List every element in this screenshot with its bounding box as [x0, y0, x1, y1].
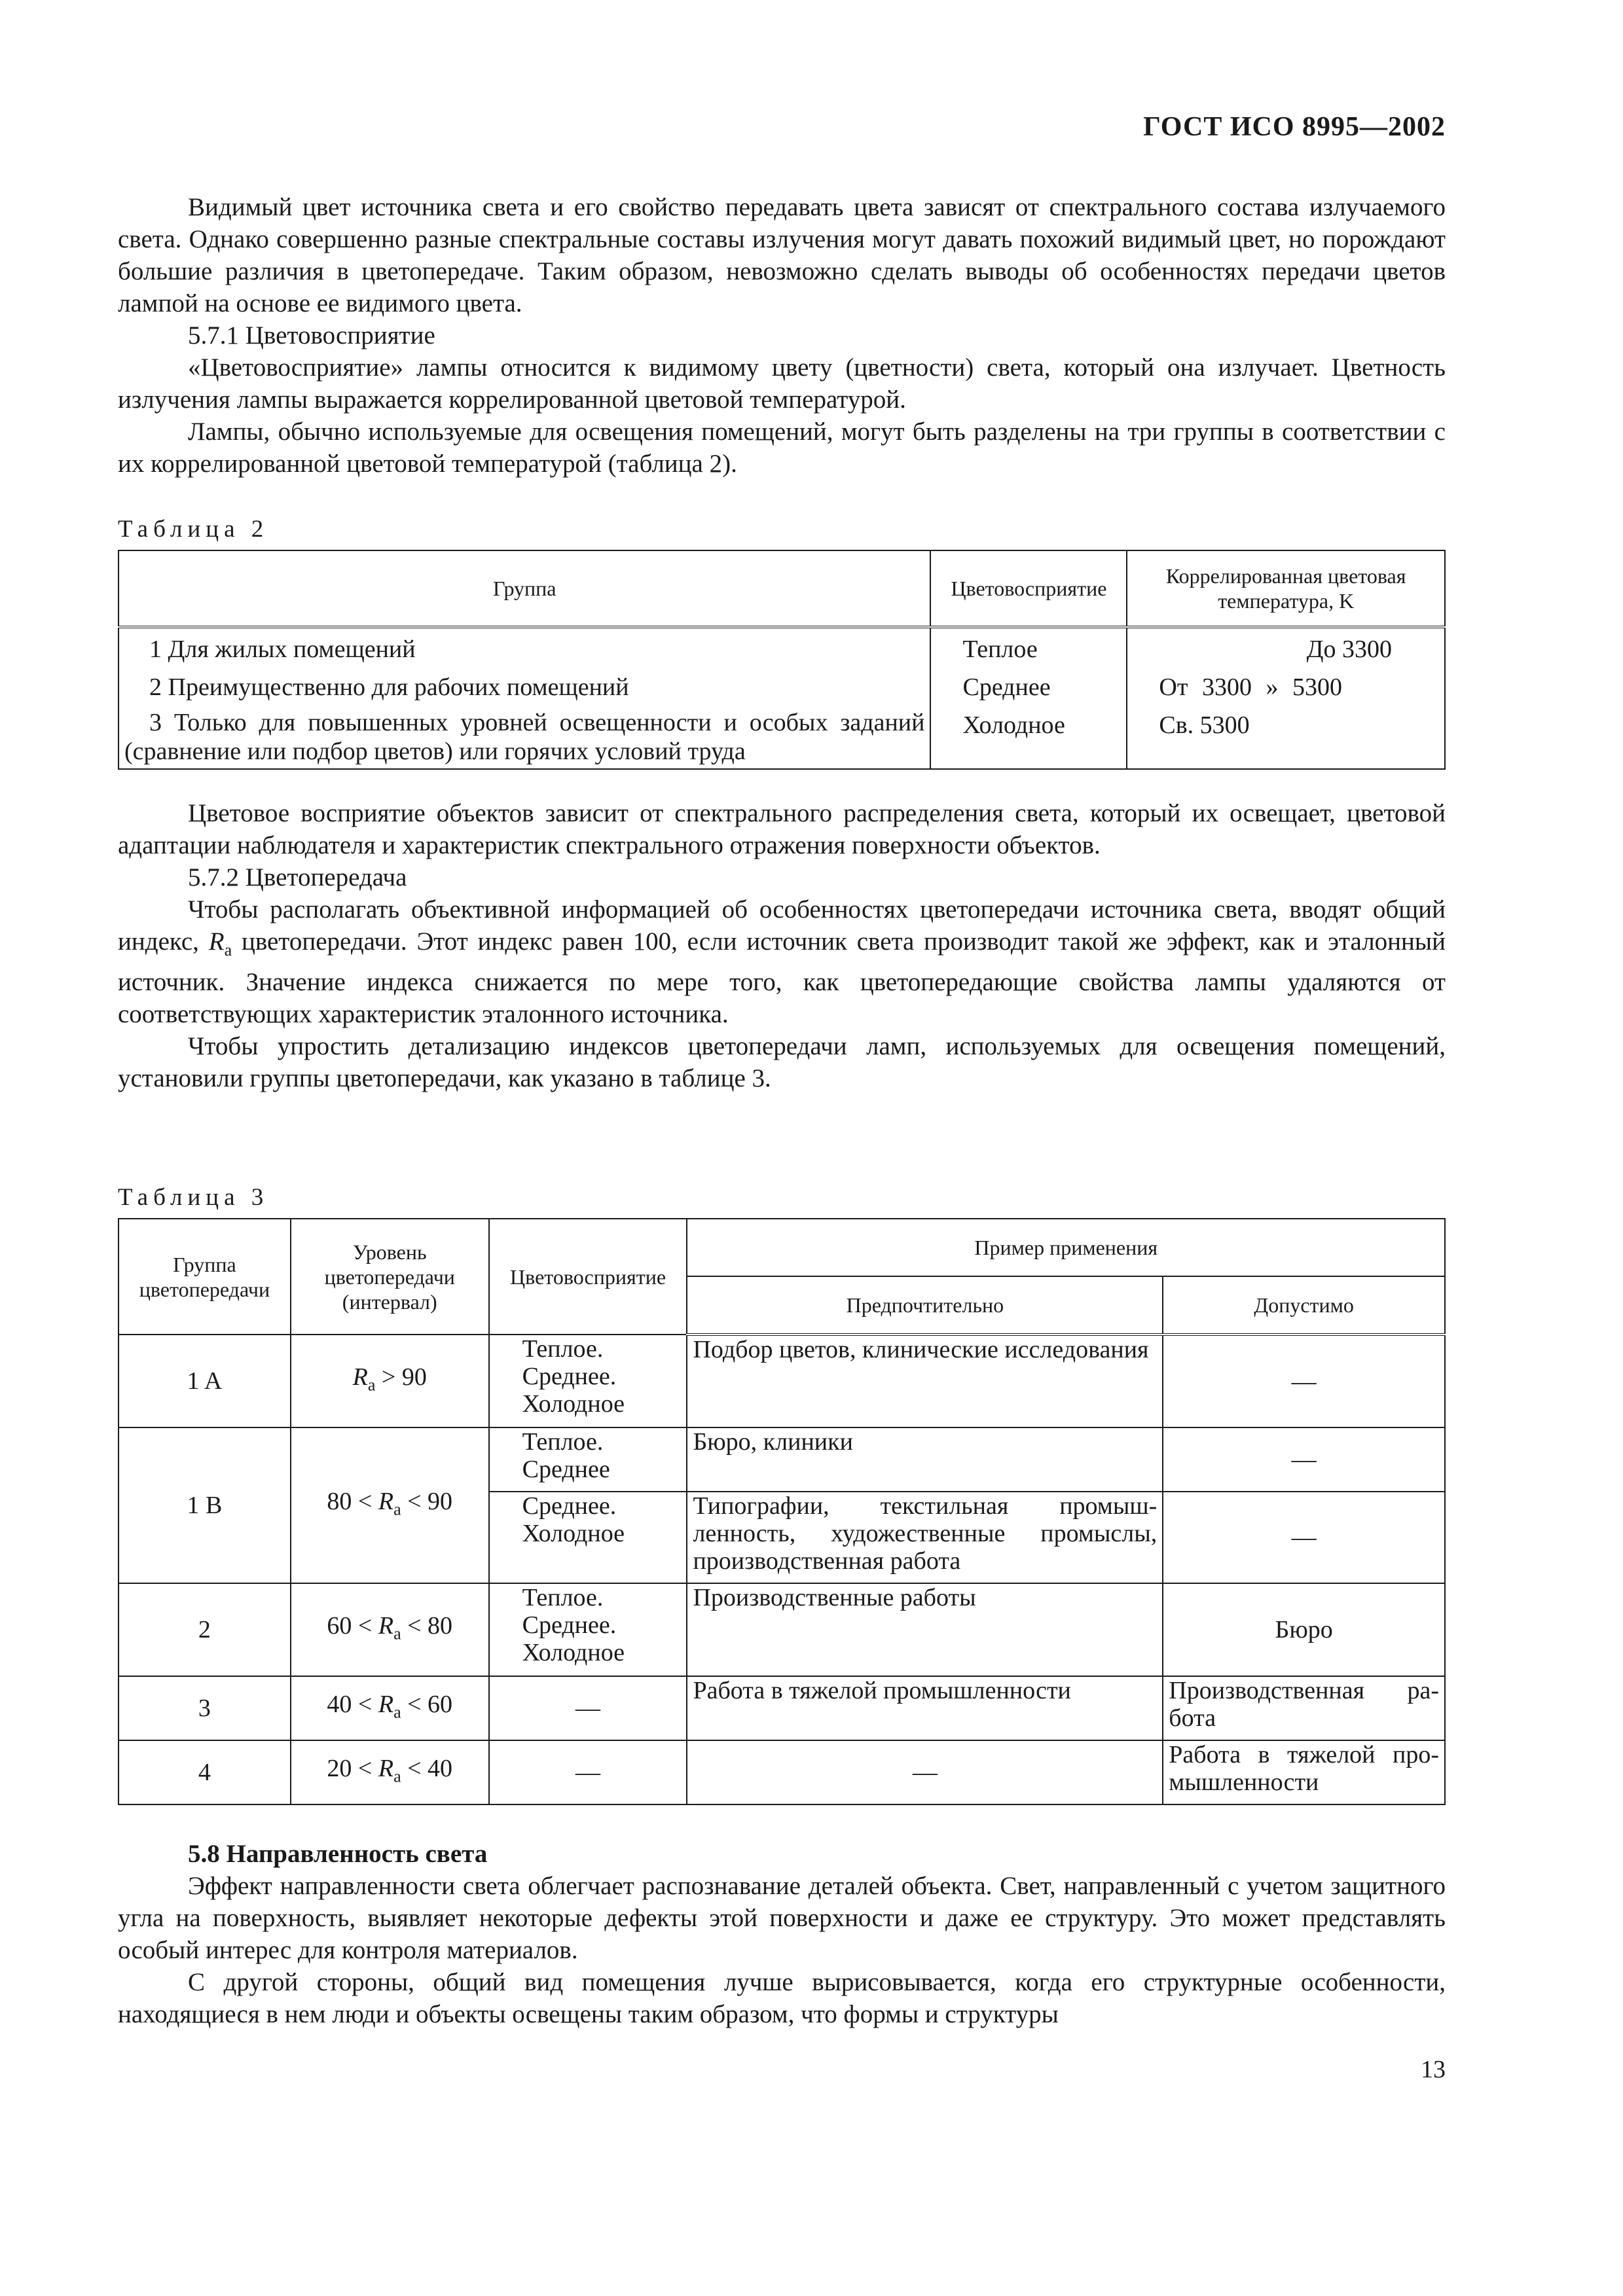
- paragraph: Эффект направленности света облегчает распознавание деталей объекта. Свет, направленный с учетом защитного угла на поверхность, выявляет некоторые дефекты этой поверхности и даже ее структуру. Это может представлять особый интерес для контроля материалов.: [118, 1872, 1446, 1964]
- table-3: [118, 1218, 1446, 1805]
- column-header: Цветовосприятие: [489, 1219, 687, 1335]
- table-row: 3 $40 < R_a < 60$ — Работа в тяжелой промышленности Производственная работа: [119, 1676, 1445, 1740]
- paragraph: Чтобы упростить детализацию индексов цветопередачи ламп, используемых для освещения помещений, установили группы цветопередачи, как указано в таблице 3.: [118, 1031, 1446, 1092]
- column-header: Предпочтительно: [687, 1276, 1163, 1335]
- intro-block: [118, 191, 1446, 480]
- section-heading-5-7-2: 5.7.2 Цветопередача: [188, 863, 407, 891]
- table-row: 1 B $80 < R_a < 90$ Теплое. Среднее Бюро, клиники —: [119, 1427, 1445, 1492]
- table2-block: [118, 515, 1446, 770]
- table3-block: [118, 1183, 1446, 1805]
- page-header: ГОСТ ИСО 8995—2002: [1143, 112, 1446, 142]
- paragraph: Чтобы располагать объективной информацией об особенностях цветопередачи источника света, вводят общий индекс, $R_a$ цветопередачи. Этот индекс равен 100, если источник света производит такой же эффект, как и эталонный источник. Значение индекса снижается по мере того, как цветопередающие свойства лампы удаляются от соответствующих характеристик эталонного источника.: [118, 895, 1446, 1028]
- table-row: 1 A $R_a > 90$ Теплое. Среднее. Холодное Подбор цветов, клинические исследования —: [119, 1335, 1445, 1427]
- paragraph: С другой стороны, общий вид помещения лучше вырисовывается, когда его структурные особенности, находящиеся в нем люди и объекты освещены таким образом, что формы и структуры: [118, 1968, 1446, 2028]
- middle-block: [118, 797, 1446, 1094]
- table-row: 2 $60 < R_a < 80$ Теплое. Среднее. Холодное Производственные работы Бюро: [119, 1583, 1445, 1676]
- column-header: Уровень цветопередачи (интервал): [291, 1219, 489, 1335]
- table-caption: Таблица 3: [118, 1184, 269, 1211]
- table-row: 1 Для жилых помещений Теплое До 3300: [119, 627, 1445, 666]
- table-row: 3 Только для повышенных уровней освещенности и особых заданий (сравнение или подбор цветов) или горячих условий труда Холодное Св. 5300: [119, 704, 1445, 769]
- column-header: Группа цветопередачи: [119, 1219, 291, 1335]
- paragraph: Лампы, обычно используемые для освещения помещений, могут быть разделены на три группы в соответствии с их коррелированной цветовой температурой (таблица 2).: [118, 418, 1446, 478]
- paragraph: «Цветовосприятие» лампы относится к видимому цвету (цветности) света, который она излучает. Цветность излучения лампы выражается коррелированной цветовой температурой.: [118, 353, 1446, 414]
- column-header: Допустимо: [1163, 1276, 1445, 1335]
- column-header: Группа: [119, 550, 930, 627]
- paragraph: Видимый цвет источника света и его свойство передавать цвета зависят от спектрального состава излучаемого света. Однако совершенно разные спектральные составы излучения могут давать похожий видимый цвет, но порождают большие различия в цветопередаче. Таким образом, невозможно сделать выводы об особенностях передачи цветов лампой на основе ее видимого цвета.: [118, 193, 1446, 317]
- column-header: Пример применения: [687, 1219, 1445, 1276]
- section-5-8-block: [118, 1838, 1446, 2030]
- table-caption: Таблица 2: [118, 516, 269, 543]
- section-heading-5-8: 5.8 Направленность света: [188, 1840, 488, 1868]
- table-row: 2 Преимущественно для рабочих помещений Среднее От 3300 » 5300: [119, 666, 1445, 704]
- column-header: Цветовосприятие: [930, 550, 1127, 627]
- table-row: 4 $20 < R_a < 40$ — — Работа в тяжелой промышленности: [119, 1740, 1445, 1804]
- paragraph: Цветовое восприятие объектов зависит от спектрального распределения света, который их освещает, цветовой адаптации наблюдателя и характеристик спектрального отражения поверхности объектов.: [118, 799, 1446, 859]
- column-header: Коррелированная цветовая температура, K: [1127, 550, 1445, 627]
- table-2: [118, 550, 1446, 770]
- page-number: 13: [1421, 2056, 1446, 2083]
- table-row: Среднее. Холодное Типографии, текстильная промышленность, художественные промыслы, производственная работа —: [119, 1492, 1445, 1583]
- section-heading-5-7-1: 5.7.1 Цветовосприятие: [188, 321, 435, 350]
